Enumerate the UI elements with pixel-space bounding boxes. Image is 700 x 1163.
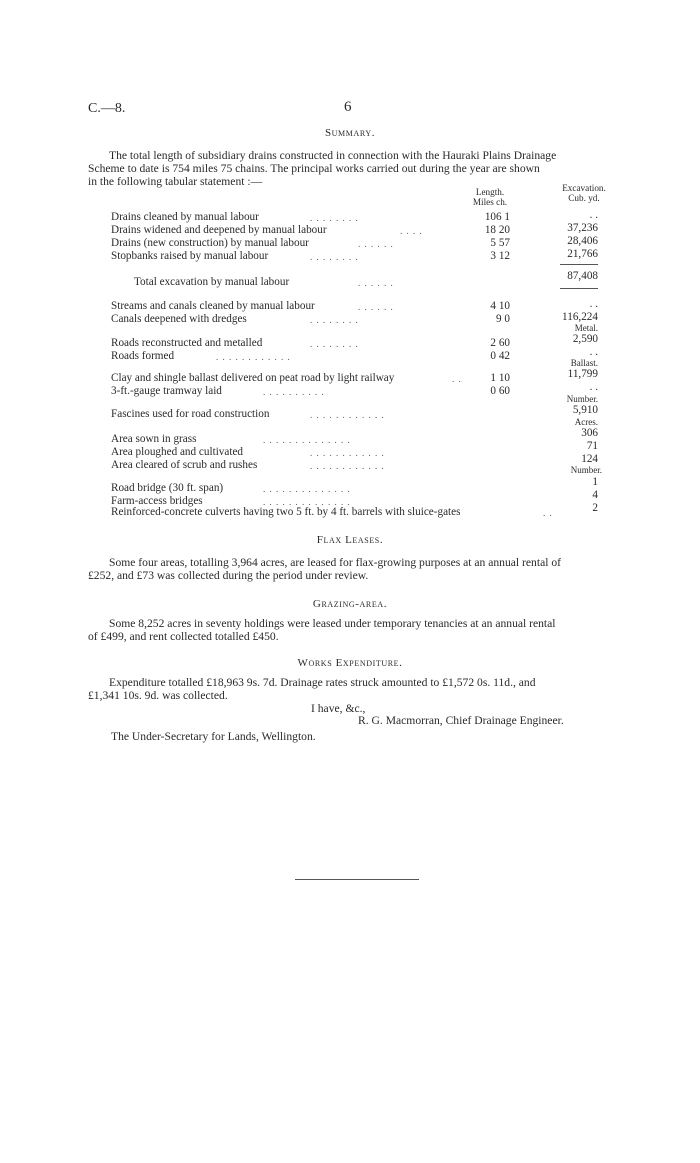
excavation-value: 306 <box>581 427 598 439</box>
table-row-label: Roads formed <box>111 350 175 362</box>
grazing-area-line-1: Some 8,252 acres in seventy holdings were leased under temporary tenancies at an annual rental <box>109 617 556 630</box>
dot-leader: . . . . . . <box>358 302 394 312</box>
length-value: 3 12 <box>490 250 510 262</box>
page-reference: C.—8. <box>88 101 126 116</box>
unit-label-ballast: Ballast. <box>570 358 598 368</box>
excavation-value: 116,224 <box>562 311 598 323</box>
subtotal-rule <box>560 264 598 265</box>
table-row-label: 3-ft.-gauge tramway laid <box>111 385 222 397</box>
table-row-label: Fascines used for road construction <box>111 408 270 420</box>
length-value: 0 60 <box>490 385 510 397</box>
excavation-value: 5,910 <box>572 404 598 416</box>
summary-heading: Summary. <box>324 127 376 139</box>
summary-intro-line-1: The total length of subsidiary drains constructed in connection with the Hauraki Plains Drainage <box>109 149 557 162</box>
column-header-excavation-unit: Cub. yd. <box>568 193 600 203</box>
length-value: 0 42 <box>490 350 510 362</box>
dot-leader: . . . . . . . . . . . . . . <box>263 497 351 507</box>
addressee: The Under-Secretary for Lands, Wellington. <box>111 730 316 743</box>
length-value: 1 10 <box>490 372 510 384</box>
table-row-label: Drains widened and deepened by manual labour <box>111 224 327 236</box>
flax-leases-heading: Flax Leases. <box>316 534 384 546</box>
excavation-value: . . <box>589 346 598 358</box>
dot-leader: . . . . . . <box>358 239 394 249</box>
end-rule <box>295 879 419 880</box>
table-row-label: Drains (new construction) by manual labour <box>111 237 309 249</box>
dot-leader: . . . . . . . . . . . . <box>310 410 385 420</box>
excavation-value: . . <box>589 381 598 393</box>
unit-label-metal: Metal. <box>574 323 598 333</box>
excavation-value: 11,799 <box>567 368 598 380</box>
works-expenditure-heading: Works Expenditure. <box>297 657 403 669</box>
dot-leader: . . . . . . . . . . . . <box>310 461 385 471</box>
salutation: I have, &c., <box>311 702 366 715</box>
dot-leader: . . . . . . . . <box>310 213 359 223</box>
excavation-value: 21,766 <box>567 248 598 260</box>
table-row-label: Area cleared of scrub and rushes <box>111 459 258 471</box>
excavation-value: 2,590 <box>572 333 598 345</box>
dot-leader: . . . . . . . . <box>310 252 359 262</box>
dot-leader: . . . . . . . . <box>310 339 359 349</box>
dot-leader: . . . . . . <box>358 278 394 288</box>
unit-label-number: Number. <box>566 394 598 404</box>
table-row-label: Streams and canals cleaned by manual labour <box>111 300 315 312</box>
flax-leases-line-1: Some four areas, totalling 3,964 acres, are leased for flax-growing purposes at an annual rental of <box>109 556 561 569</box>
dot-leader: . . . . <box>400 226 423 236</box>
dot-leader: . . . . . . . . . . <box>263 387 325 397</box>
table-row-label: Drains cleaned by manual labour <box>111 211 259 223</box>
length-value: 2 60 <box>490 337 510 349</box>
length-value: 5 57 <box>490 237 510 249</box>
table-row-label-total: Total excavation by manual labour <box>134 276 290 288</box>
table-row-label: Area sown in grass <box>111 433 197 445</box>
length-value: 18 20 <box>484 224 510 236</box>
unit-label-acres: Acres. <box>574 417 598 427</box>
table-row-label: Clay and shingle ballast delivered on peat road by light railway <box>111 372 395 384</box>
table-row-label: Canals deepened with dredges <box>111 313 247 325</box>
dot-leader: . . . . . . . . . . . . . . <box>263 435 351 445</box>
table-row-label: Road bridge (30 ft. span) <box>111 482 224 494</box>
excavation-value: 71 <box>586 440 598 452</box>
table-row-label: Stopbanks raised by manual labour <box>111 250 269 262</box>
dot-leader: . . . . . . . . . . . . <box>216 352 291 362</box>
excavation-value: 28,406 <box>567 235 598 247</box>
signature: R. G. Macmorran, Chief Drainage Engineer. <box>358 714 564 727</box>
dot-leader: . . . . . . . . . . . . <box>310 448 385 458</box>
length-value: 9 0 <box>496 313 510 325</box>
table-row-label: Farm-access bridges <box>111 495 203 507</box>
dot-leader: . . . . . . . . . . . . . . <box>263 484 351 494</box>
length-value: 106 1 <box>484 211 510 223</box>
excavation-total-value: 87,408 <box>567 270 598 282</box>
grazing-area-heading: Grazing-area. <box>312 598 388 610</box>
summary-intro-line-2: Scheme to date is 754 miles 75 chains. The principal works carried out during the year are shown <box>88 162 540 175</box>
dot-leader: . . <box>543 508 553 518</box>
works-expenditure-line-1: Expenditure totalled £18,963 9s. 7d. Drainage rates struck amounted to £1,572 0s. 11d., and <box>109 676 536 689</box>
flax-leases-line-2: £252, and £73 was collected during the period under review. <box>88 569 369 582</box>
grazing-area-line-2: of £499, and rent collected totalled £450. <box>88 630 279 643</box>
total-rule <box>560 288 598 289</box>
dot-leader: . . . . . . . . <box>310 315 359 325</box>
column-header-excavation <box>544 183 624 203</box>
table-row-label: Roads reconstructed and metalled <box>111 337 263 349</box>
length-value: 4 10 <box>490 300 510 312</box>
summary-intro-line-3: in the following tabular statement :— <box>88 175 263 188</box>
dot-leader: . . <box>452 374 462 384</box>
excavation-value: 2 <box>592 502 598 514</box>
excavation-value: 4 <box>592 489 598 501</box>
column-header-excavation-title: Excavation. <box>562 183 606 193</box>
excavation-value: 124 <box>581 453 598 465</box>
works-expenditure-line-2: £1,341 10s. 9d. was collected. <box>88 689 228 702</box>
page-number: 6 <box>344 99 352 115</box>
excavation-value: 37,236 <box>567 222 598 234</box>
excavation-value: . . <box>589 209 598 221</box>
excavation-value: 1 <box>592 476 598 488</box>
column-header-length-unit: Miles ch. <box>472 197 508 207</box>
table-row-label: Reinforced-concrete culverts having two 5 ft. by 4 ft. barrels with sluice-gates <box>111 506 461 518</box>
unit-label-number: Number. <box>570 465 602 475</box>
table-row-label: Area ploughed and cultivated <box>111 446 244 458</box>
excavation-value: . . <box>589 298 598 310</box>
column-header-length-title: Length. <box>475 187 505 197</box>
column-header-length <box>460 187 520 207</box>
